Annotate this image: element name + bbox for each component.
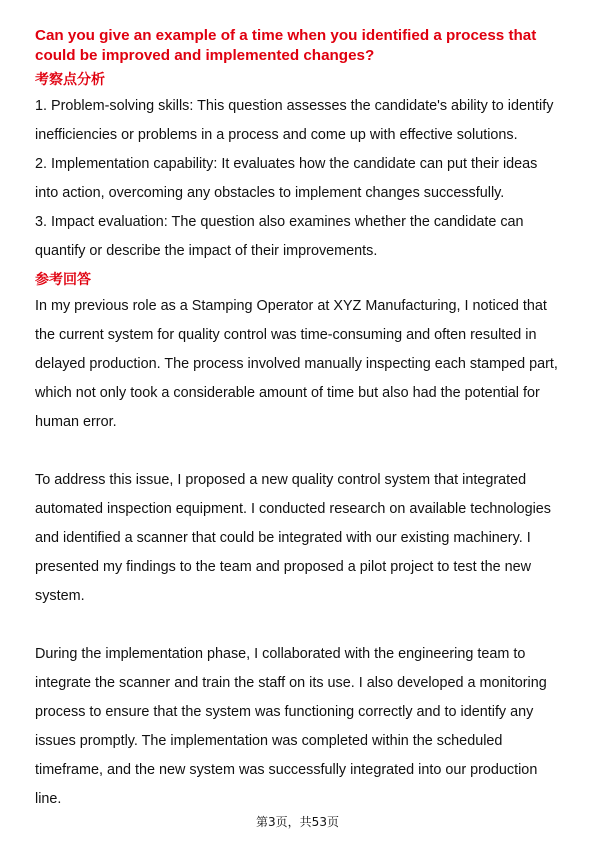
analysis-point-3: 3. Impact evaluation: The question also examines whether the candidate can quantify or describe the impact of their improvements.	[35, 214, 524, 259]
answer-paragraph-1: In my previous role as a Stamping Operator at XYZ Manufacturing, I noticed that the current system for quality control was time-consuming and often resulted in delayed production. The process involved manually inspecting each stamped part, which not only took a considerable amount of time but also had the potential for human error.	[35, 298, 558, 430]
answer-section	[35, 270, 560, 814]
question-heading: Can you give an example of a time when you identified a process that could be improved and implemented changes?	[35, 27, 537, 64]
answer-paragraph-2: To address this issue, I proposed a new quality control system that integrated automated inspection equipment. I conducted research on available technologies and identified a scanner that could be integrated with our existing machinery. I presented my findings to the team and proposed a pilot project to test the new system.	[35, 472, 552, 604]
document-page	[35, 26, 560, 814]
analysis-section	[35, 70, 560, 266]
analysis-point-2: 2. Implementation capability: It evaluates how the candidate can put their ideas into action, overcoming any obstacles to implement changes successfully.	[35, 156, 538, 201]
analysis-point-1: 1. Problem-solving skills: This question assesses the candidate's ability to identify inefficiencies or problems in a process and come up with effective solutions.	[35, 98, 554, 143]
page-number-footer: 第3页，共53页	[256, 815, 339, 829]
answer-heading: 参考回答	[35, 272, 91, 288]
answer-paragraph-3: During the implementation phase, I collaborated with the engineering team to integrate the scanner and train the staff on its use. I also developed a monitoring process to ensure that the system was functioning correctly and to identify any issues promptly. The implementation was completed within the scheduled timeframe, and the new system was successfully integrated into our production line.	[35, 646, 547, 807]
analysis-heading: 考察点分析	[35, 72, 105, 88]
